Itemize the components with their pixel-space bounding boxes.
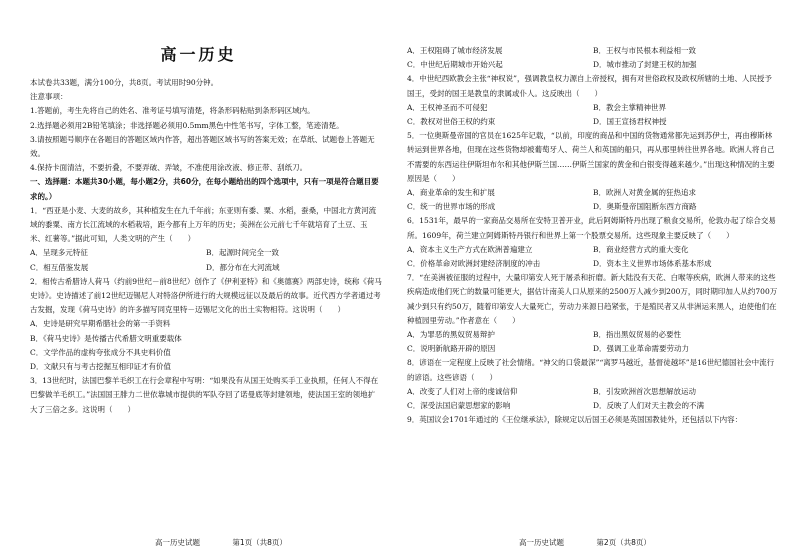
option: C．统一的世界市场的形成 — [407, 202, 496, 212]
question-8-options — [407, 399, 779, 413]
option: B．王权与市民根本利益相一致 — [593, 46, 697, 55]
left-column — [30, 76, 382, 417]
option: B．引发欧洲首次思想解放运动 — [593, 386, 697, 396]
exam-title: 高一历史 — [160, 45, 237, 64]
right-footer — [519, 537, 681, 548]
option: A．为罪恶的黑奴贸易辩护 — [407, 330, 495, 340]
option: B．《荷马史诗》是传播古代希腊文明重要载体 — [30, 333, 182, 343]
option: D．反映了人们对天主教会的不满 — [593, 401, 705, 411]
question-2: 2．相传古希腊诗人荷马（约前9世纪－前8世纪）创作了《伊利亚特》和《奥德赛》两部史诗，统称《荷马史诗》。史诗描述了前12世纪迈锡尼人对特洛伊所进行的大规模远征以及最后的故事。近代西方学者通过考古发掘，发现《荷马史诗》的许多描写同克里特－迈锡尼文化的出土实物相符。这说明（ ） — [30, 276, 382, 315]
note-item: 3.请按照题号顺序在各题目的答题区域内作答，超出答题区域书写的答案无效；在草纸、试题卷上答题无效。 — [30, 134, 375, 159]
option: D．奥斯曼帝国阻断东西方商路 — [593, 202, 697, 212]
question-4-options — [407, 101, 779, 115]
question-4-options — [407, 115, 779, 129]
option: C．教权对世俗王权的约束 — [407, 117, 496, 127]
question-3-options — [407, 58, 779, 72]
option: B．商业经营方式的重大变化 — [593, 244, 689, 254]
option: C．相互借鉴发展 — [30, 262, 89, 272]
question-4: 4．中世纪西欧教会主张“神权说”，强调教皇权力源自上帝授权，拥有对世俗政权及政权所辖的土地、人民授予国王，受封的国王是教皇的隶属或仆人。这反映出（ ） — [407, 74, 772, 98]
question-5: 5．一位奥斯曼帝国的官员在1625年记载，“以前，印度的商品和中国的货物通常都先运到苏伊士，再由穆斯林转运到世界各地，但现在这些货物却被葡萄牙人、荷兰人和英国的船只，再从那里转往世界各地。欧洲人将自己不需要的东西运往伊斯坦布尔和其他伊斯兰国……伊斯兰国家的黄金和白银变得越来越少。”出现这种情况的主要原因是（ ） — [407, 131, 775, 183]
option: D．资本主义世界市场体系基本形成 — [593, 259, 712, 269]
question-5-options — [407, 200, 779, 214]
note-item: 1.答题前，考生先将自己的姓名、准考证号填写清楚，将条形码粘贴到条形码区域内。 — [30, 106, 315, 116]
option: D．强调工业革命需要劳动力 — [593, 344, 690, 354]
footer-subject: 高一历史试题 — [519, 538, 564, 547]
option: A．王权阻碍了城市经济发展 — [407, 46, 503, 55]
note-item: 2.选择题必须用2B铅笔填涂；非选择题必须用0.5mm黑色中性笔书写，字体工整，笔迹清楚。 — [30, 120, 344, 130]
option: B．教会主掌精神世界 — [593, 102, 667, 112]
question-6: 6．1531年，最早的一家商品交易所在安特卫普开业，此后阿姆斯特丹出现了粮食交易所，伦敦办起了综合交易所。1609年，荷兰建立阿姆斯特丹银行和世界上第一个股票交易所。这些现象主要反映了（ ） — [407, 216, 776, 240]
question-1-options — [30, 261, 382, 275]
option: D．都分布在大河流域 — [206, 262, 280, 272]
option: C．价格革命对欧洲封建经济制度的冲击 — [407, 259, 541, 269]
option: D．城市推动了封建王权的加强 — [593, 60, 697, 70]
option: C．文学作品的虚构夸张成分不具史料价值 — [30, 347, 171, 357]
right-page — [397, 0, 794, 560]
section-heading: 一、选择题：本题共30小题，每小题2分，共60分，在每小题给出的四个选项中，只有一项是符合题目要求的。） — [30, 177, 379, 201]
exam-intro: 本试卷共33题，满分100分，共8页。考试用时90分钟。 — [30, 78, 219, 87]
question-8: 8．谚语在一定程度上反映了社会情绪。“神父的口袋最深”“离罗马越近，基督徒越坏”是16世纪德国社会中流行的谚语。这些谚语（ ） — [407, 358, 775, 382]
option: B．起源时间完全一致 — [206, 248, 280, 258]
option: D．国王宣扬君权神授 — [593, 117, 667, 127]
question-1: 1．“西亚是小麦、大麦的故乡，其种植发生在九千年前；东亚则有黍、粟、水稻，蚕桑，中国北方黄河流域的黍粟、南方长江流域的水稻栽培，距今都有上万年的历史；美洲在公元前七千年就培育了土豆、玉米、红薯等。”据此可知，人类文明的产生（ ） — [30, 205, 377, 244]
question-7-options — [407, 342, 779, 356]
option: A．商业革命的发生和扩展 — [407, 188, 495, 198]
question-6-options — [407, 257, 779, 271]
note-item: 4.保持卡面清洁，不要折叠，不要弄破、弄皱，不准使用涂改液、修正带、刮纸刀。 — [30, 163, 308, 173]
question-8-options — [407, 385, 779, 399]
option: A．资本主义生产方式在欧洲普遍建立 — [407, 244, 533, 254]
right-column — [407, 44, 779, 427]
footer-subject: 高一历史试题 — [155, 538, 200, 547]
option: C．说明新航路开辟的原因 — [407, 344, 496, 354]
option: B．欧洲人对黄金属的狂热追求 — [593, 188, 697, 198]
question-7: 7．“在美洲被征服的过程中，大量印第安人死于屠杀和折磨。新大陆没有天花、白喉等疾病，欧洲人带来的这些疾病造成他们死亡的数量可能更大，据估计南美人口从原来的2500万人减少到200万，同时期印加人从约700万减少到只有约50万，随着印第安人大量死亡，劳动力来源日趋紧张，于是殖民者又从非洲运来黑人，迫使他们在种植园里劳动。”作者意在（ ） — [407, 273, 778, 325]
footer-page: 第2页（共8页） — [596, 538, 651, 547]
question-3-options — [407, 44, 779, 58]
option: A．王权神圣而不可侵犯 — [407, 102, 488, 112]
question-9: 9．英国议会1701年通过的《王位继承法》，除规定以后国王必须是英国国教徒外，还包括以下内容： — [407, 415, 743, 425]
question-5-options — [407, 186, 779, 200]
footer-page: 第1页（共8页） — [232, 538, 287, 547]
option: C．中世纪后期城市开始兴起 — [407, 60, 503, 70]
question-3: 3．13世纪时，法国巴黎羊毛织工在行会章程中写明：“如果没有从国王处购买手工业执照，任何人不得在巴黎做羊毛织工。”法国国王腓力二世依靠城市提供的军队夺回了诺曼底等封建领地，使法国王室的领地扩大了三倍之多。这说明（ ） — [30, 376, 379, 414]
notes-heading: 注意事项： — [30, 92, 68, 102]
option: A．史诗是研究早期希腊社会的第一手资料 — [30, 319, 171, 329]
option: A．改变了人们对上帝的虔诚信仰 — [407, 386, 518, 396]
option: D．文献只有与考古挖掘互相印证才有价值 — [30, 362, 172, 372]
option: C．深受法国启蒙思想家的影响 — [407, 401, 511, 411]
option: B．指出黑奴贸易的必要性 — [593, 330, 682, 340]
question-1-options — [30, 246, 382, 260]
question-6-options — [407, 243, 779, 257]
question-7-options — [407, 328, 779, 342]
option: A．呈现多元特征 — [30, 248, 88, 258]
left-footer — [155, 537, 317, 548]
